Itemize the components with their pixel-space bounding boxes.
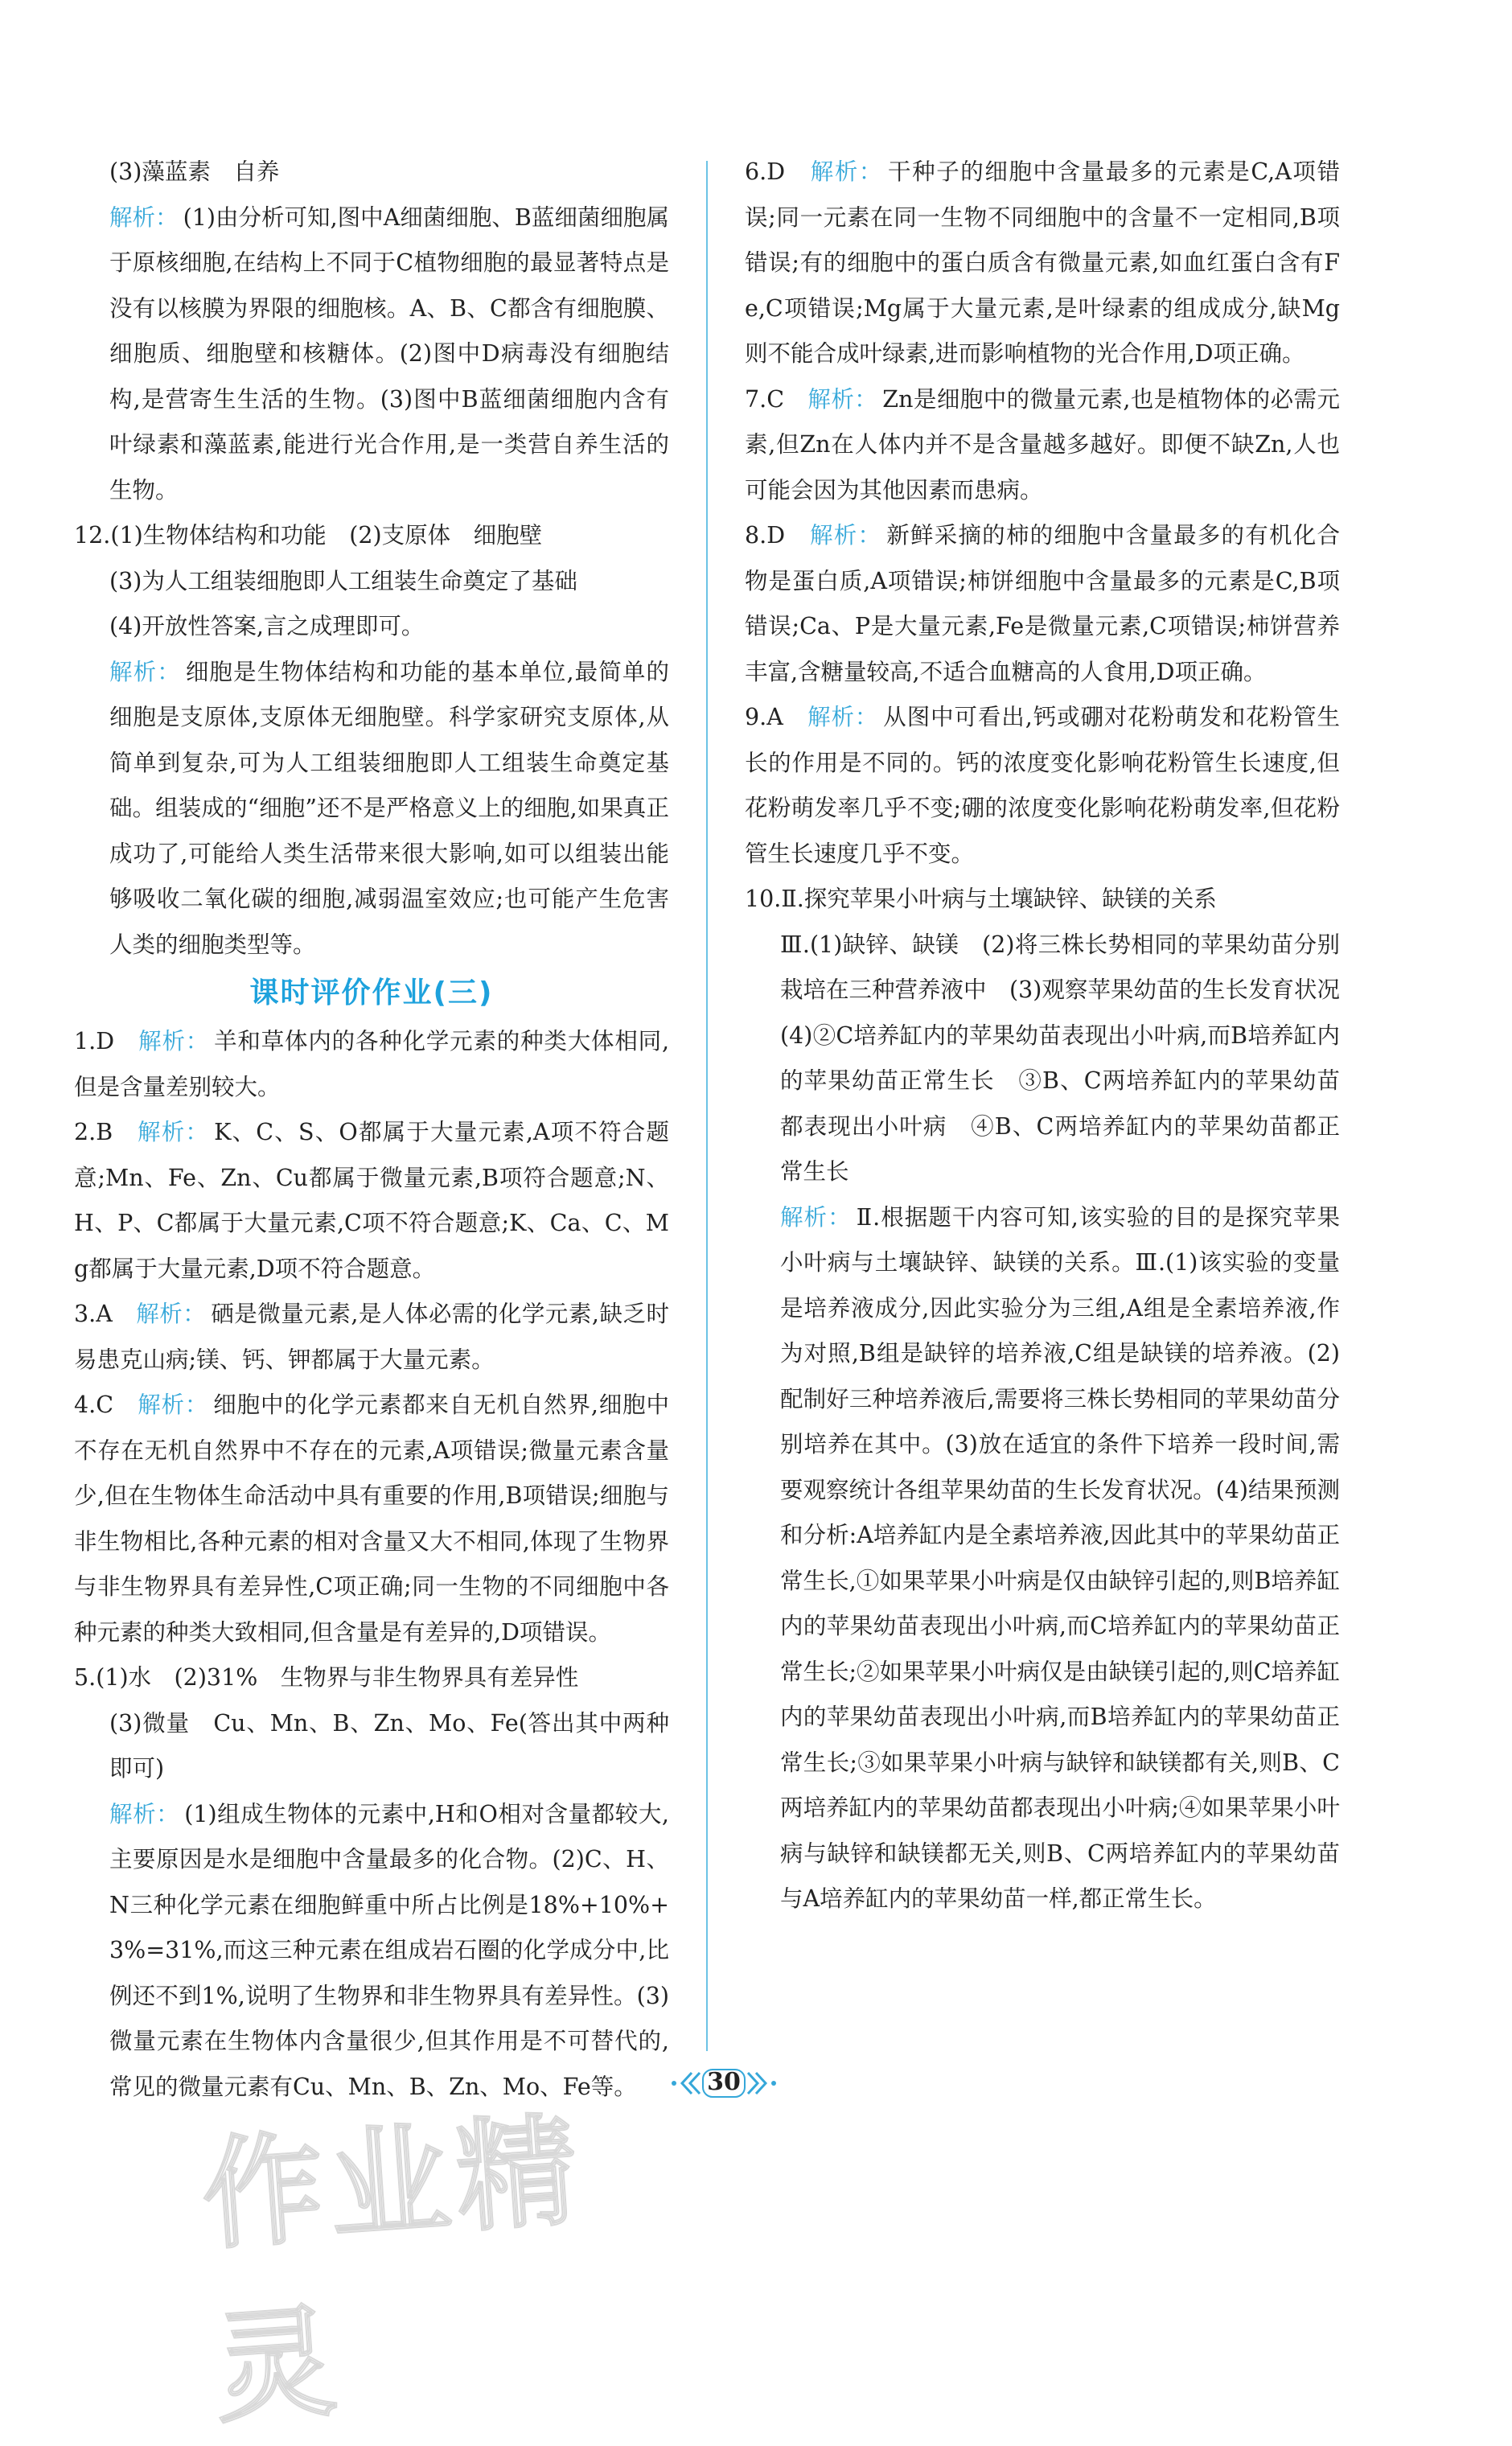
answer-paragraph <box>74 1701 669 1792</box>
paragraph-text: (3)为人工组装细胞即人工组装生命奠定了基础 <box>109 567 577 594</box>
paragraph-text: (4)开放性答案,言之成理即可。 <box>109 613 425 639</box>
answer-paragraph <box>745 150 1340 377</box>
answer-paragraph <box>745 923 1363 1195</box>
answer-paragraph <box>74 650 669 968</box>
paragraph-text: 细胞是生物体结构和功能的基本单位,最简单的细胞是支原体,支原体无细胞壁。科学家研究支原体,从简单到复杂,可为人工组装细胞即人工组装生命奠定基础。组装成的“细胞”还不是严格意义上的细胞,如果真正成功了,可能给人类生活带来很大影响,如可以组装出能够吸收二氧化碳的细胞,减弱温室效应;也可能产生危害人类的细胞类型等。 <box>109 658 669 958</box>
analysis-label: 解析： <box>138 1392 209 1418</box>
answer-paragraph <box>74 513 669 559</box>
analysis-label: 解析： <box>138 1119 210 1145</box>
page-number-badge <box>668 2063 780 2103</box>
question-number: 7.C <box>745 385 808 413</box>
answer-paragraph <box>74 559 669 605</box>
question-number: 6.D <box>745 158 811 185</box>
paragraph-text: (1)由分析可知,图中A细菌细胞、B蓝细菌细胞属于原核细胞,在结构上不同于C植物细胞的最显著特点是没有以核膜为界限的细胞核。A、B、C都含有细胞膜、细胞质、细胞壁和核糖体。(2)图中D病毒没有细胞结构,是营寄生生活的生物。(3)图中B蓝细菌细胞内含有叶绿素和藻蓝素,能进行光合作用,是一类营自养生活的生物。 <box>109 203 669 504</box>
question-number: 1.D <box>74 1028 139 1054</box>
paragraph-text: Zn是细胞中的微量元素,也是植物体的必需元素,但Zn在人体内并不是含量越多越好。即便不缺Zn,人也可能会因为其他因素而患病。 <box>745 385 1341 504</box>
answer-paragraph <box>74 1792 669 2111</box>
analysis-label: 解析： <box>807 385 878 413</box>
paragraph-text: 硒是微量元素,是人体必需的化学元素,缺乏时易患克山病;镁、钙、钾都属于大量元素。 <box>74 1301 669 1373</box>
paragraph-text: 羊和草体内的各种化学元素的种类大体相同,但是含量差别较大。 <box>74 1028 670 1100</box>
paragraph-text: 从图中可看出,钙或硼对花粉萌发和花粉管生长的作用是不同的。钙的浓度变化影响花粉管生长速度,但花粉萌发率几乎不变;硼的浓度变化影响花粉萌发率,但花粉管生长速度几乎不变。 <box>745 704 1340 867</box>
paragraph-text: Ⅲ.(1)缺锌、缺镁 (2)将三株长势相同的苹果幼苗分别栽培在三种营养液中 (3)观察苹果幼苗的生长发育状况 (4)②C培养缸内的苹果幼苗表现出小叶病,而B培养缸内的苹果幼苗正常生长 ③B、C两培养缸内的苹果幼苗都表现出小叶病 ④B、C两培养缸内的苹果幼苗都正常生长 <box>780 931 1363 1185</box>
paragraph-text: 细胞中的化学元素都来自无机自然界,细胞中不存在无机自然界中不存在的元素,A项错误;微量元素含量少,但在生物体生命活动中具有重要的作用,B项错误;细胞与非生物相比,各种元素的相对含量又大不相同,体现了生物界与非生物界具有差异性,C项正确;同一生物的不同细胞中各种元素的种类大致相同,但含量是有差异的,D项错误。 <box>74 1392 669 1646</box>
paragraph-text: 10.Ⅱ.探究苹果小叶病与土壤缺锌、缺镁的关系 <box>745 886 1217 912</box>
paragraph-text: 12.(1)生物体结构和功能 (2)支原体 细胞壁 <box>74 522 543 549</box>
analysis-label: 解析： <box>138 1028 210 1054</box>
analysis-label: 解析： <box>109 203 179 231</box>
analysis-label: 解析： <box>780 1203 852 1231</box>
answer-paragraph <box>74 150 669 195</box>
analysis-label: 解析： <box>810 522 882 549</box>
analysis-label: 解析： <box>109 658 181 685</box>
answer-paragraph <box>74 1110 669 1292</box>
question-number: 4.C <box>74 1392 138 1418</box>
answer-paragraph <box>745 377 1340 514</box>
analysis-label: 解析： <box>807 704 879 730</box>
left-column <box>74 150 669 2110</box>
answer-paragraph <box>74 195 669 514</box>
question-number: 3.A <box>74 1301 137 1327</box>
paragraph-text: 新鲜采摘的柿的细胞中含量最多的有机化合物是蛋白质,A项错误;柿饼细胞中含量最多的元素是C,B项错误;Ca、P是大量元素,Fe是微量元素,C项错误;柿饼营养丰富,含糖量较高,不适合血糖高的人食用,D项正确。 <box>745 522 1340 685</box>
left-bottom-block <box>74 1019 669 2110</box>
right-column <box>745 150 1363 1922</box>
watermark: 作业精灵 <box>198 2100 589 2440</box>
page-number: 30 <box>707 2068 741 2096</box>
question-number: 2.B <box>74 1119 138 1145</box>
answer-paragraph <box>745 695 1340 877</box>
answer-paragraph <box>74 1383 669 1655</box>
analysis-label: 解析： <box>109 1800 180 1827</box>
paragraph-text: (1)组成生物体的元素中,H和O相对含量都较大,主要原因是水是细胞中含量最多的化合物。(2)C、H、N三种化学元素在细胞鲜重中所占比例是18%+10%+3%=31%,而这三种元素在组成岩石圈的化学成分中,比例还不到1%,说明了生物界和非生物界具有差异性。(3)微量元素在生物体内含量很少,但其作用是不可替代的,常见的微量元素有Cu、Mn、B、Zn、Mo、Fe等。 <box>109 1800 669 2100</box>
left-top-block <box>74 150 669 968</box>
question-number: 8.D <box>745 522 811 549</box>
answer-paragraph <box>74 604 669 650</box>
column-divider <box>706 161 708 2051</box>
paragraph-text: 干种子的细胞中含量最多的元素是C,A项错误;同一元素在同一生物不同细胞中的含量不一定相同,B项错误;有的细胞中的蛋白质含有微量元素,如血红蛋白含有Fe,C项错误;Mg属于大量元素,是叶绿素的组成成分,缺Mg则不能合成叶绿素,进而影响植物的光合作用,D项正确。 <box>745 158 1340 367</box>
analysis-label: 解析： <box>810 158 884 185</box>
paragraph-text: K、C、S、O都属于大量元素,A项不符合题意;Mn、Fe、Zn、Cu都属于微量元素,B项符合题意;N、H、P、C都属于大量元素,C项不符合题意;K、Ca、C、Mg都属于大量元素,D项不符合题意。 <box>74 1119 669 1282</box>
answer-paragraph <box>74 1655 669 1701</box>
section-title: 课时评价作业(三) <box>249 976 494 1009</box>
paragraph-text: Ⅱ.根据题干内容可知,该实验的目的是探究苹果小叶病与土壤缺锌、缺镁的关系。Ⅲ.(1)该实验的变量是培养液成分,因此实验分为三组,A组是全素培养液,作为对照,B组是缺锌的培养液,C组是缺镁的培养液。(2)配制好三种培养液后,需要将三株长势相同的苹果幼苗分别培养在其中。(3)放在适宜的条件下培养一段时间,需要观察统计各组苹果幼苗的生长发育状况。(4)结果预测和分析:A培养缸内是全素培养液,因此其中的苹果幼苗正常生长,①如果苹果小叶病是仅由缺锌引起的,则B培养缸内的苹果幼苗表现出小叶病,而C培养缸内的苹果幼苗正常生长;②如果苹果小叶病仅是由缺镁引起的,则C培养缸内的苹果幼苗表现出小叶病,而B培养缸内的苹果幼苗正常生长;③如果苹果小叶病与缺锌和缺镁都有关,则B、C两培养缸内的苹果幼苗都表现出小叶病;④如果苹果小叶病与缺锌和缺镁都无关,则B、C两培养缸内的苹果幼苗与A培养缸内的苹果幼苗一样,都正常生长。 <box>780 1203 1340 1912</box>
answer-paragraph <box>745 1195 1340 1922</box>
answer-paragraph <box>74 1019 669 1110</box>
answer-paragraph <box>745 513 1340 695</box>
answer-paragraph <box>74 1292 669 1383</box>
question-number: 9.A <box>745 704 808 730</box>
answer-paragraph <box>745 877 1340 923</box>
paragraph-text: (3)微量 Cu、Mn、B、Zn、Mo、Fe(答出其中两种即可) <box>109 1709 669 1782</box>
analysis-label: 解析： <box>136 1301 207 1327</box>
paragraph-text: (3)藻蓝素 自养 <box>109 158 280 185</box>
paragraph-text: 5.(1)水 (2)31% 生物界与非生物界具有差异性 <box>74 1664 579 1691</box>
